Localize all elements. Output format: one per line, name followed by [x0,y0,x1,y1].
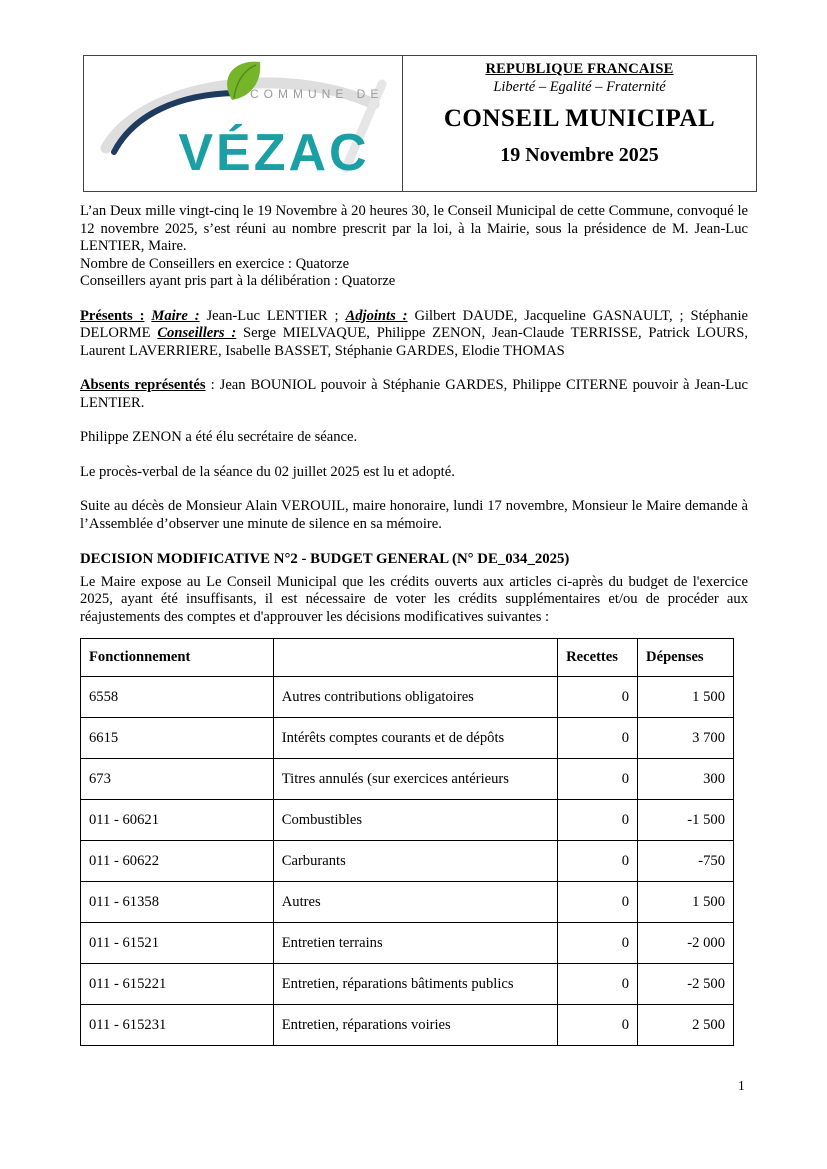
budget-table [80,638,734,1046]
presents-label: Présents : [80,307,145,324]
cell-recettes: 0 [558,1005,638,1046]
cell-depenses: 300 [638,759,734,800]
cell-account-code: 011 - 61521 [81,923,274,964]
absents-label: Absents représentés [80,377,206,393]
commune-logo-box [83,55,403,192]
column-header-depenses: Dépenses [638,639,734,677]
document-title: CONSEIL MUNICIPAL [443,105,716,132]
cell-depenses: 1 500 [638,882,734,923]
cell-account-code: 6558 [81,677,274,718]
table-row [81,677,734,718]
cell-recettes: 0 [558,964,638,1005]
secretary-line: Philippe ZENON a été élu secrétaire de séance. [80,429,358,445]
cell-account-label: Intérêts comptes courants et de dépôts [273,718,557,759]
cell-depenses: -1 500 [638,800,734,841]
table-row [81,718,734,759]
cell-account-label: Carburants [273,841,557,882]
cell-depenses: -2 500 [638,964,734,1005]
proces-verbal-line: Le procès-verbal de la séance du 02 juillet 2025 est lu et adopté. [80,463,455,480]
republic-title: REPUBLIQUE FRANCAISE [485,61,674,77]
session-date: 19 Novembre 2025 [500,144,659,166]
adjoints-names: Gilbert DAUDE, Jacqueline GASNAULT, ; Stéphanie DELORME [80,307,749,341]
column-header-empty [273,639,557,677]
decision-paragraph: Le Maire expose au Le Conseil Municipal que les crédits ouverts aux articles ci-après du budget de l'exercice 2025, ayant été insuffisants, il est nécessaire de voter les crédits supplémentaires et/ou de procéder aux réajustements des comptes et d'approuver les décisions modificatives suivantes : [80,573,748,625]
table-header-row [81,639,734,677]
cell-account-label: Entretien, réparations bâtiments publics [273,964,557,1005]
logo-commune-name: VÉZAC [178,124,370,182]
cell-recettes: 0 [558,882,638,923]
cell-account-code: 011 - 60622 [81,841,274,882]
absents-text: : Jean BOUNIOL pouvoir à Stéphanie GARDES, Philippe CITERNE pouvoir à Jean-Luc LENTIER. [80,377,748,411]
cell-account-label: Autres contributions obligatoires [273,677,557,718]
conseillers-names: Serge MIELVAQUE, Philippe ZENON, Jean-Claude TERRISSE, Patrick LOURS, Laurent LAVERRIERE, Isabelle BASSET, Stéphanie GARDES, Elodie THOMAS [80,325,749,359]
cell-recettes: 0 [558,800,638,841]
hommage-paragraph: Suite au décès de Monsieur Alain VEROUIL, maire honoraire, lundi 17 novembre, Monsieur le Maire demande à l’Assemblée d’observer une minute de silence en sa mémoire. [80,498,748,532]
cell-account-code: 011 - 60621 [81,800,274,841]
page-number: 1 [738,1078,745,1093]
document-header [83,55,757,192]
cell-account-code: 011 - 615231 [81,1005,274,1046]
logo-commune-label: COMMUNE DE [250,87,384,101]
cell-account-code: 011 - 61358 [81,882,274,923]
cell-account-code: 011 - 615221 [81,964,274,1005]
conseillers-label: Conseillers : [157,325,237,341]
adjoints-label: Adjoints : [345,307,408,324]
line-conseillers-deliberation: Conseillers ayant pris part à la délibération : Quatorze [80,273,396,289]
column-header-fonctionnement: Fonctionnement [81,639,274,677]
republic-motto: Liberté – Egalité – Fraternité [493,79,666,95]
cell-depenses: 3 700 [638,718,734,759]
presents-paragraph [80,308,748,361]
intro-paragraph: L’an Deux mille vingt-cinq le 19 Novembre à 20 heures 30, le Conseil Municipal de cette Commune, convoqué le 12 novembre 2025, s’est réuni au nombre prescrit par la loi, à la Mairie, sous la présidence de M. Jean-Luc LENTIER, Maire. [80,203,748,254]
cell-recettes: 0 [558,759,638,800]
cell-recettes: 0 [558,923,638,964]
cell-account-code: 673 [81,759,274,800]
cell-account-label: Titres annulés (sur exercices antérieurs [273,759,557,800]
cell-recettes: 0 [558,677,638,718]
maire-names: Jean-Luc LENTIER ; [199,307,346,324]
table-row [81,800,734,841]
cell-account-label: Autres [273,882,557,923]
line-conseillers-exercice: Nombre de Conseillers en exercice : Quatorze [80,255,350,272]
table-row [81,759,734,800]
column-header-recettes: Recettes [558,639,638,677]
table-row [81,923,734,964]
document-body [80,203,748,1046]
table-row [81,1005,734,1046]
commune-vezac-logo-icon [84,56,402,191]
table-row [81,882,734,923]
maire-label: Maire : [151,307,200,324]
cell-depenses: 2 500 [638,1005,734,1046]
cell-account-label: Combustibles [273,800,557,841]
cell-account-label: Entretien, réparations voiries [273,1005,557,1046]
table-row [81,964,734,1005]
cell-account-code: 6615 [81,718,274,759]
absents-paragraph [80,377,748,412]
cell-depenses: -750 [638,841,734,882]
cell-recettes: 0 [558,718,638,759]
cell-depenses: 1 500 [638,677,734,718]
table-row [81,841,734,882]
cell-account-label: Entretien terrains [273,923,557,964]
decision-heading: DECISION MODIFICATIVE N°2 - BUDGET GENERAL (N° DE_034_2025) [80,551,570,567]
cell-depenses: -2 000 [638,923,734,964]
cell-recettes: 0 [558,841,638,882]
header-title-box [402,55,757,192]
